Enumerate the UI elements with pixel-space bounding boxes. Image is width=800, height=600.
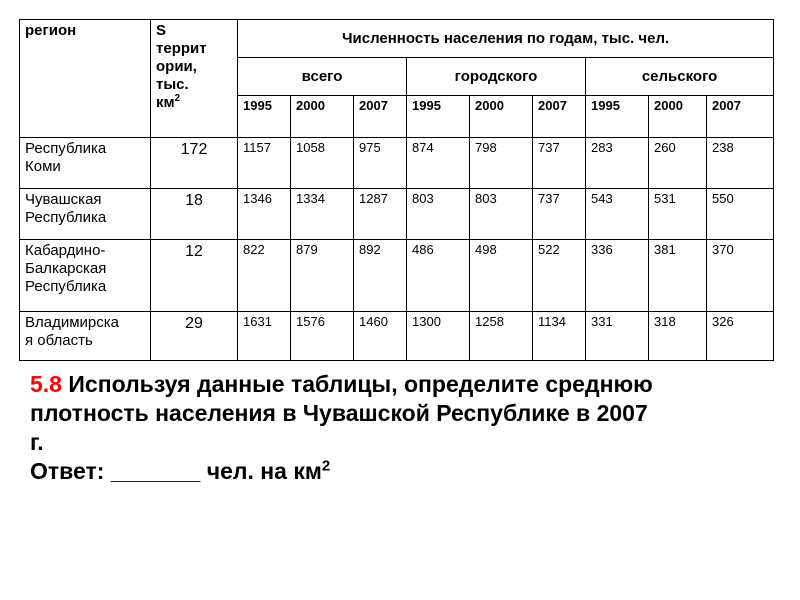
region-name: Кабардино- Балкарская Республика [20,240,151,312]
table-row [20,189,774,240]
table-row [20,138,774,189]
population-value: 803 [470,189,533,240]
task-question-line1: Используя данные таблицы, определите среднюю [68,371,653,397]
header-year: 2000 [649,96,707,138]
population-value: 486 [407,240,470,312]
header-year: 2007 [354,96,407,138]
population-value: 370 [707,240,774,312]
header-year: 1995 [407,96,470,138]
region-area: 18 [151,189,238,240]
population-value: 318 [649,312,707,361]
task-question-line2: плотность населения в Чувашской Республике в 2007 [30,400,648,426]
region-name: Чувашская Республика [20,189,151,240]
region-area: 172 [151,138,238,189]
region-area: 29 [151,312,238,361]
population-value: 260 [649,138,707,189]
task-answer-sup: 2 [321,457,331,475]
population-value: 326 [707,312,774,361]
header-population: Численность населения по годам, тыс. чел. [238,20,774,58]
population-value: 522 [533,240,586,312]
population-value: 1576 [291,312,354,361]
header-year: 2000 [470,96,533,138]
table-row [20,240,774,312]
region-name: Владимирска я область [20,312,151,361]
population-value: 1300 [407,312,470,361]
header-year: 2000 [291,96,354,138]
header-group-urban: городского [407,58,586,96]
header-year: 1995 [586,96,649,138]
header-year: 2007 [707,96,774,138]
population-value: 550 [707,189,774,240]
header-region: регион [20,20,151,138]
population-value: 531 [649,189,707,240]
task-question [30,370,770,457]
population-value: 336 [586,240,649,312]
population-value: 874 [407,138,470,189]
task-answer [30,457,770,486]
population-value: 798 [470,138,533,189]
population-value: 879 [291,240,354,312]
task-block [30,370,770,486]
population-value: 1334 [291,189,354,240]
header-group-rural: сельского [586,58,774,96]
header-year: 2007 [533,96,586,138]
population-value: 803 [407,189,470,240]
population-value: 975 [354,138,407,189]
region-name: Республика Коми [20,138,151,189]
population-value: 498 [470,240,533,312]
population-value: 737 [533,138,586,189]
header-year: 1995 [238,96,291,138]
task-question-line3: г. [30,429,44,455]
population-value: 1287 [354,189,407,240]
population-value: 822 [238,240,291,312]
population-value: 283 [586,138,649,189]
population-value: 1058 [291,138,354,189]
header-area: S террит ории, тыс. $км^2$ [151,20,238,138]
population-value: 1460 [354,312,407,361]
task-number: 5.8 [30,371,62,397]
population-value: 543 [586,189,649,240]
population-value: 1157 [238,138,291,189]
population-value: 892 [354,240,407,312]
population-value: 1346 [238,189,291,240]
population-value: 737 [533,189,586,240]
task-answer-text: Ответ: _______ чел. на км [30,458,322,484]
population-table [19,19,774,361]
header-group-total: всего [238,58,407,96]
table-row [20,312,774,361]
population-value: 381 [649,240,707,312]
population-value: 238 [707,138,774,189]
population-value: 1134 [533,312,586,361]
population-value: 1258 [470,312,533,361]
population-value: 331 [586,312,649,361]
region-area: 12 [151,240,238,312]
population-value: 1631 [238,312,291,361]
